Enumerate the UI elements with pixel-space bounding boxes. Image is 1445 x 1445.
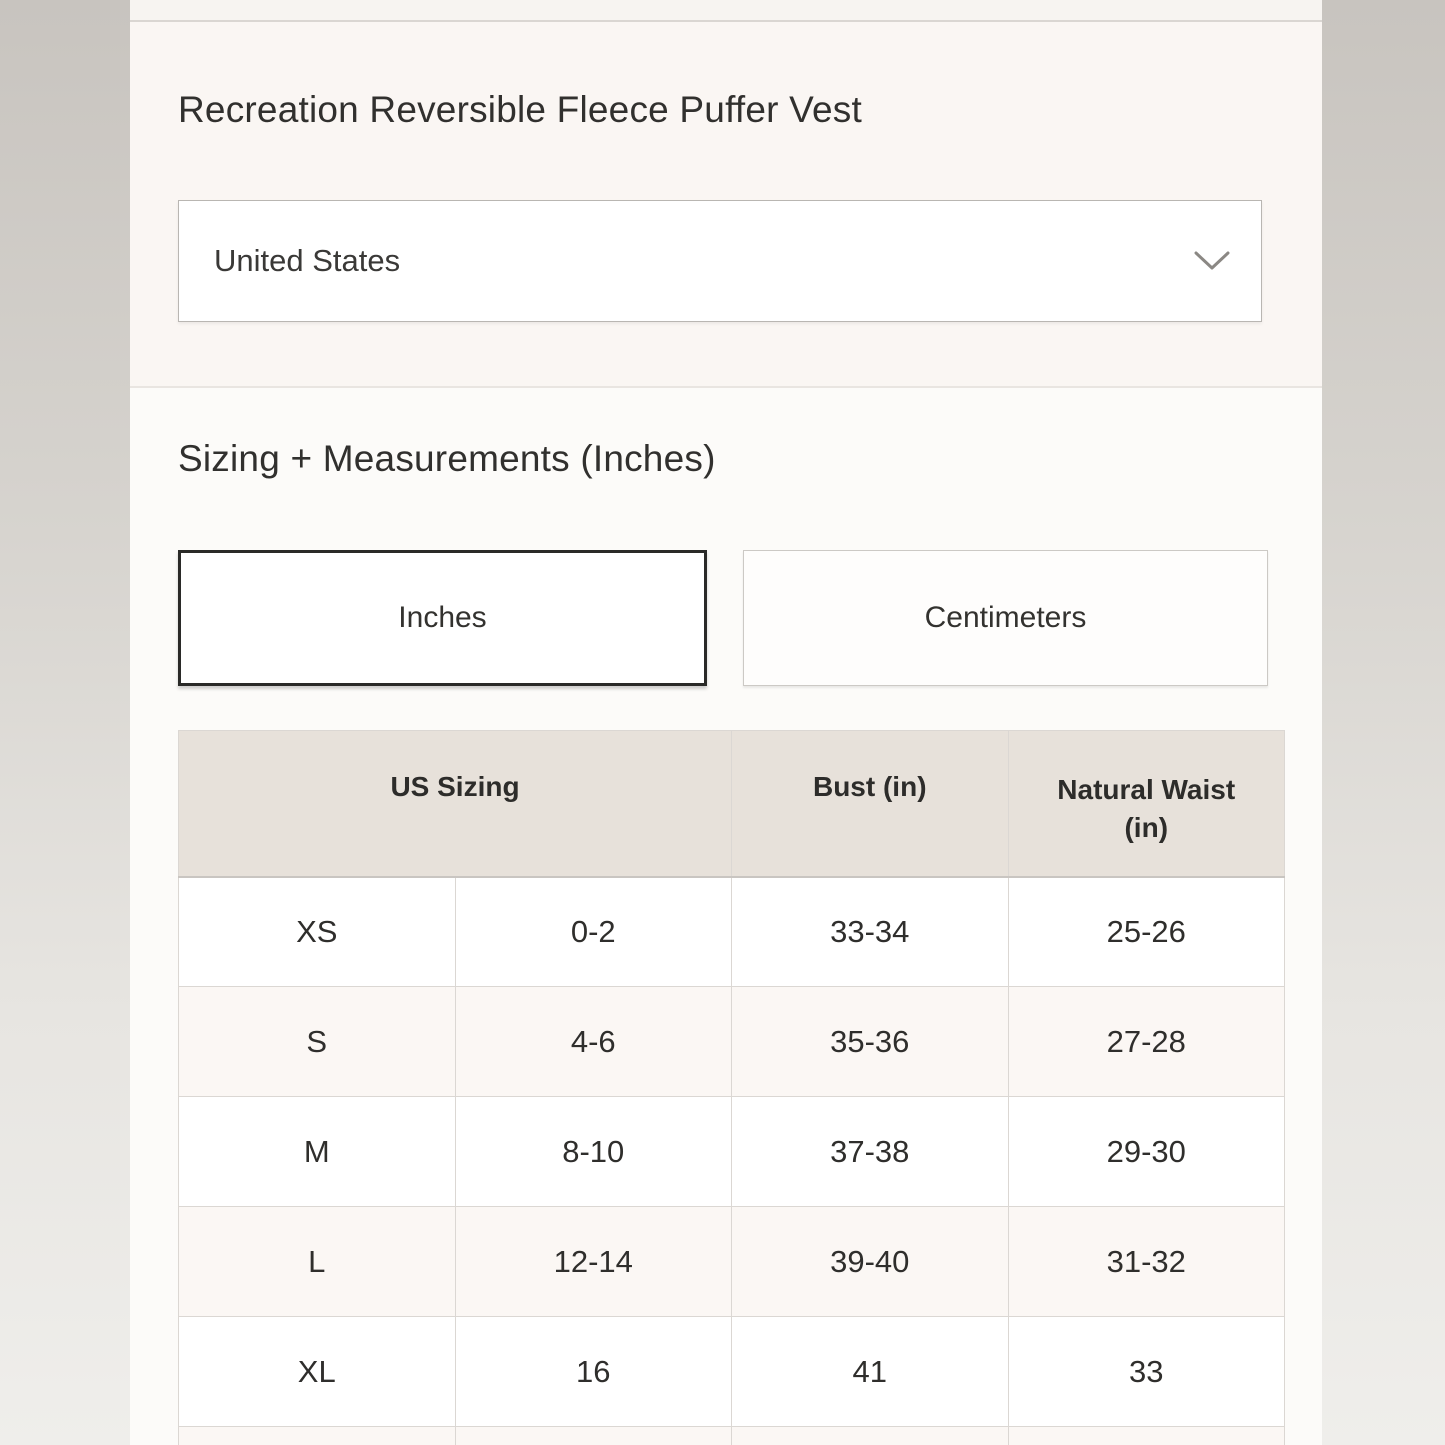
country-select[interactable] [178, 200, 1262, 322]
product-section [130, 22, 1322, 388]
unit-toggle [178, 550, 1268, 686]
size-cell: L [179, 1207, 456, 1317]
waist-cell: 33 [1008, 1317, 1285, 1427]
bust-cell: 41 [732, 1317, 1009, 1427]
bust-cell: 35-36 [732, 987, 1009, 1097]
size-cell: XS [179, 877, 456, 987]
size-cell: S [179, 987, 456, 1097]
waist-cell: 25-26 [1008, 877, 1285, 987]
bust-cell: 39-40 [732, 1207, 1009, 1317]
col-header-natural-waist [1008, 731, 1285, 877]
col-header-bust: Bust (in) [732, 731, 1009, 877]
size-cell: XL [179, 1317, 456, 1427]
table-row [179, 1427, 1285, 1445]
us-range-cell: 16 [455, 1317, 732, 1427]
size-cell: M [179, 1097, 456, 1207]
table-header-row [179, 731, 1285, 877]
inches-toggle-button[interactable]: Inches [178, 550, 707, 686]
size-chart-table [178, 730, 1285, 1445]
bust-cell: 33-34 [732, 877, 1009, 987]
bust-cell: 37-38 [732, 1097, 1009, 1207]
us-range-cell: 4-6 [455, 987, 732, 1097]
col-header-natural-waist-label: Natural Waist (in) [1057, 774, 1236, 843]
col-header-us-sizing: US Sizing [179, 731, 732, 877]
table-row [179, 1207, 1285, 1317]
waist-cell: 31-32 [1008, 1207, 1285, 1317]
country-select-value: United States [214, 243, 401, 278]
table-row [179, 1097, 1285, 1207]
waist-cell [1008, 1427, 1285, 1445]
sizing-heading: Sizing + Measurements (Inches) [178, 438, 716, 479]
chevron-down-icon [1193, 250, 1231, 272]
table-row [179, 877, 1285, 987]
waist-cell: 29-30 [1008, 1097, 1285, 1207]
us-range-cell [455, 1427, 732, 1445]
us-range-cell: 8-10 [455, 1097, 732, 1207]
table-row [179, 1317, 1285, 1427]
us-range-cell: 12-14 [455, 1207, 732, 1317]
sizing-section [130, 389, 1322, 1445]
top-band-divider [130, 0, 1322, 22]
waist-cell: 27-28 [1008, 987, 1285, 1097]
bust-cell [732, 1427, 1009, 1445]
table-row [179, 987, 1285, 1097]
centimeters-toggle-button[interactable]: Centimeters [743, 550, 1268, 686]
product-title: Recreation Reversible Fleece Puffer Vest [178, 89, 862, 130]
us-range-cell: 0-2 [455, 877, 732, 987]
size-guide-panel [130, 0, 1322, 1445]
size-cell [179, 1427, 456, 1445]
